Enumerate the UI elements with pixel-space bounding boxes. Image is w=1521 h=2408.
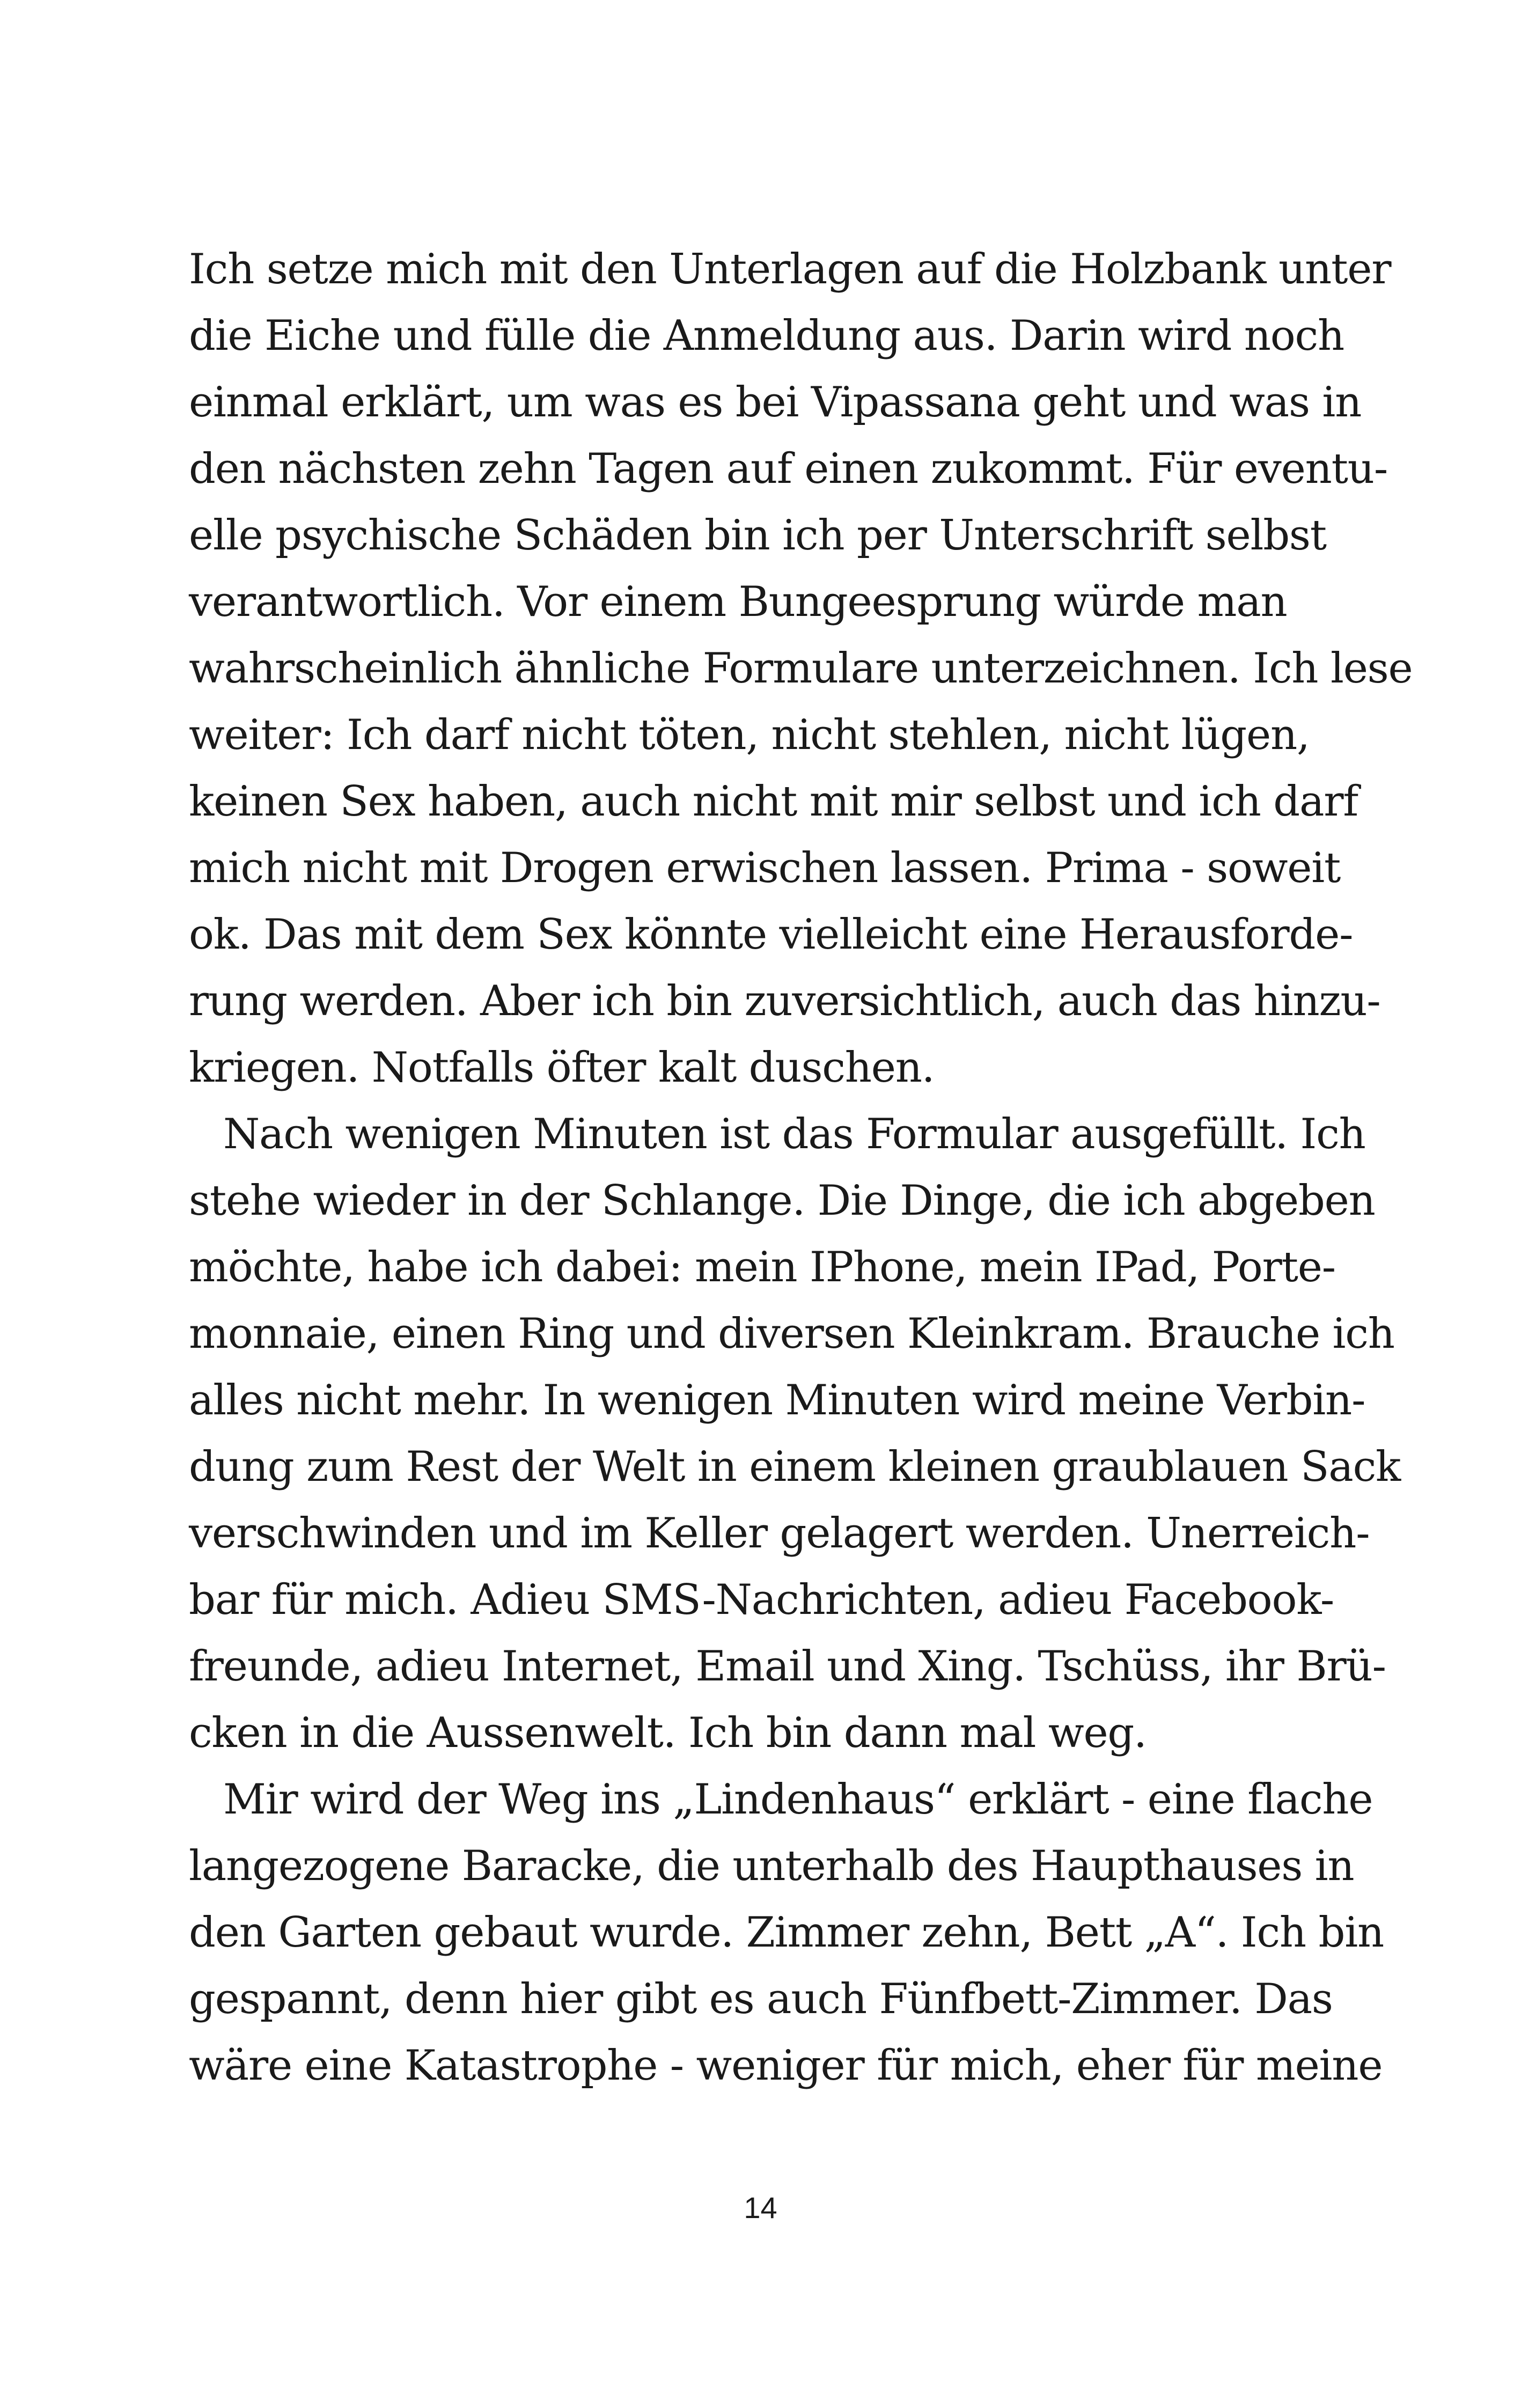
text-line: ok. Das mit dem Sex könnte vielleicht eine Herausforde-	[189, 911, 1353, 959]
text-line: dung zum Rest der Welt in einem kleinen graublauen Sack	[189, 1443, 1401, 1491]
page-number: 14	[744, 2191, 777, 2225]
text-line: gespannt, denn hier gibt es auch Fünfbett-Zimmer. Das	[189, 1975, 1333, 2023]
text-line: die Eiche und fülle die Anmeldung aus. Darin wird noch	[189, 312, 1344, 360]
text-line: stehe wieder in der Schlange. Die Dinge, die ich abgeben	[189, 1177, 1375, 1225]
text-line: verantwortlich. Vor einem Bungeesprung würde man	[189, 578, 1287, 626]
text-line: langezogene Baracke, die unterhalb des Haupthauses in	[189, 1842, 1354, 1890]
text-line: elle psychische Schäden bin ich per Unterschrift selbst	[189, 511, 1326, 560]
text-line: möchte, habe ich dabei: mein IPhone, mein IPad, Porte-	[189, 1243, 1335, 1291]
text-line: Nach wenigen Minuten ist das Formular ausgefüllt. Ich	[223, 1110, 1365, 1158]
text-line: kriegen. Notfalls öfter kalt duschen.	[189, 1044, 935, 1092]
text-line: weiter: Ich darf nicht töten, nicht stehlen, nicht lügen,	[189, 711, 1310, 759]
text-line: bar für mich. Adieu SMS-Nachrichten, adieu Facebook-	[189, 1576, 1334, 1624]
text-line: den nächsten zehn Tagen auf einen zukommt. Für eventu-	[189, 445, 1387, 493]
text-line: alles nicht mehr. In wenigen Minuten wird meine Verbin-	[189, 1376, 1365, 1425]
text-line: cken in die Aussenwelt. Ich bin dann mal weg.	[189, 1709, 1147, 1757]
text-line: verschwinden und im Keller gelagert werden. Unerreich-	[189, 1509, 1370, 1558]
text-line: Ich setze mich mit den Unterlagen auf die Holzbank unter	[189, 245, 1391, 293]
text-line: einmal erklärt, um was es bei Vipassana geht und was in	[189, 378, 1362, 427]
text-line: wahrscheinlich ähnliche Formulare unterzeichnen. Ich lese	[189, 644, 1413, 693]
body-text	[189, 236, 1413, 2099]
text-line: Mir wird der Weg ins „Lindenhaus“ erklärt - eine flache	[223, 1775, 1373, 1824]
text-line: wäre eine Katastrophe - weniger für mich, eher für meine	[189, 2042, 1383, 2090]
text-line: rung werden. Aber ich bin zuversichtlich, auch das hinzu-	[189, 977, 1380, 1025]
text-line: den Garten gebaut wurde. Zimmer zehn, Bett „A“. Ich bin	[189, 1908, 1384, 1957]
text-line: monnaie, einen Ring und diversen Kleinkram. Brauche ich	[189, 1310, 1394, 1358]
text-line: mich nicht mit Drogen erwischen lassen. Prima - soweit	[189, 844, 1341, 892]
text-line: freunde, adieu Internet, Email und Xing. Tschüss, ihr Brü-	[189, 1642, 1386, 1691]
text-line: keinen Sex haben, auch nicht mit mir selbst und ich darf	[189, 777, 1358, 826]
